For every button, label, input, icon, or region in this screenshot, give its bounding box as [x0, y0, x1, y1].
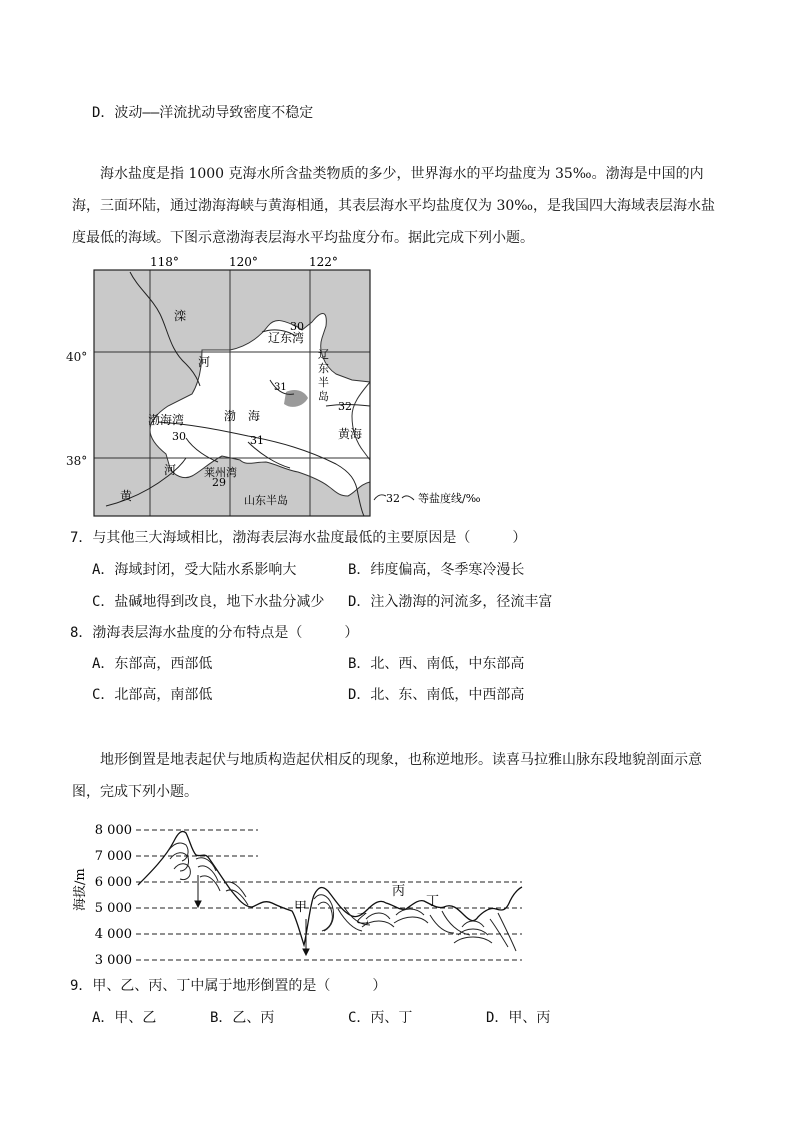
iso-29: 29 — [212, 476, 226, 489]
label-liaodong-bandao-2: 东 — [318, 362, 329, 375]
label-liaodong-bandao-3: 半 — [318, 376, 329, 389]
lon-label-118: 118° — [150, 255, 179, 269]
iso-31a: 31 — [274, 382, 287, 393]
label-bing: 丙 — [392, 884, 406, 899]
q9-stem: 9．甲、乙、丙、丁中属于地形倒置的是（ ） — [70, 978, 387, 994]
label-bohaiwan: 渤海湾 — [148, 413, 185, 427]
iso-31b: 31 — [250, 434, 264, 447]
label-he-2: 河 — [164, 463, 177, 477]
bohai-salinity-map — [90, 254, 500, 520]
label-liaodong-bandao-4: 岛 — [318, 390, 329, 403]
y-tick-3000: 3 000 — [94, 953, 132, 967]
q8-option-d[interactable]: D．北、东、南低，中西部高 — [348, 687, 525, 703]
iso-30a: 30 — [290, 320, 304, 333]
himalaya-profile-diagram — [70, 815, 530, 967]
inverted-relief-intro-paragraph: 地形倒置是地表起伏与地质构造起伏相反的现象，也称逆地形。读喜马拉雅山脉东段地貌剖面示意图，完成下列小题。 — [72, 752, 702, 800]
label-liaodongwan: 辽东湾 — [268, 331, 305, 345]
label-huanghai: 黄海 — [338, 427, 363, 441]
iso-30b: 30 — [172, 430, 186, 443]
legend-label: 等盐度线/‰ — [418, 492, 481, 505]
lat-label-40-text: 40° — [66, 350, 88, 364]
q7-option-c[interactable]: C．盐碱地得到改良，地下水盐分减少 — [92, 594, 325, 610]
iso-32a: 32 — [338, 400, 352, 413]
y-tick-7000: 7 000 — [94, 849, 132, 864]
label-luan: 滦 — [174, 309, 187, 323]
q8-option-c[interactable]: C．北部高，南部低 — [92, 687, 213, 703]
label-yi: 乙 — [356, 912, 370, 927]
q8-option-a[interactable]: A．东部高，西部低 — [92, 656, 213, 672]
q8-option-b[interactable]: B．北、西、南低，中东部高 — [348, 656, 525, 672]
q7-option-a[interactable]: A．海域封闭，受大陆水系影响大 — [92, 562, 297, 578]
label-huang: 黄 — [120, 489, 133, 503]
y-tick-4000: 4 000 — [94, 927, 132, 942]
lat-label-38-text: 38° — [66, 454, 88, 468]
label-bohai: 渤 海 — [224, 409, 261, 423]
q9-option-b[interactable]: B．乙、丙 — [210, 1010, 275, 1026]
y-tick-5000: 5 000 — [94, 901, 132, 916]
label-laizhouwan: 莱州湾 — [204, 466, 237, 479]
label-shandong: 山东半岛 — [244, 494, 288, 507]
label-he-1: 河 — [198, 355, 211, 369]
q9-option-c[interactable]: C．丙、丁 — [348, 1010, 413, 1026]
y-tick-8000: 8 000 — [94, 823, 132, 838]
q7-option-b[interactable]: B．纬度偏高，冬季寒冷漫长 — [348, 562, 525, 578]
q9-option-a[interactable]: A．甲、乙 — [92, 1010, 157, 1026]
lon-label-120: 120° — [229, 255, 258, 269]
label-ding: 丁 — [426, 894, 440, 909]
q8-stem: 8．渤海表层海水盐度的分布特点是（ ） — [70, 625, 359, 641]
lat-label-40 — [90, 347, 91, 361]
previous-option-d: D．波动——洋流扰动导致密度不稳定 — [92, 105, 314, 121]
salinity-intro-paragraph: 海水盐度是指 1000 克海水所含盐类物质的多少，世界海水的平均盐度为 35‰。渤海是中国的内海，三面环陆，通过渤海海峡与黄海相通，其表层海水平均盐度仅为 30‰，是我国四大海域表层海水盐度最低的海域。下图示意渤海表层海水平均盐度分布。据此完成下列小题。 — [72, 166, 716, 246]
q9-option-d[interactable]: D．甲、丙 — [486, 1010, 551, 1026]
q7-option-d[interactable]: D．注入渤海的河流多，径流丰富 — [348, 594, 553, 610]
legend-value: 32 — [386, 492, 400, 505]
lon-label-122: 122° — [309, 255, 338, 269]
y-axis-title: 海拔/m — [73, 868, 88, 911]
y-tick-6000: 6 000 — [94, 875, 132, 890]
label-jia: 甲 — [294, 900, 308, 915]
label-liaodong-bandao-1: 辽 — [318, 348, 329, 361]
q7-stem: 7．与其他三大海域相比，渤海表层海水盐度最低的主要原因是（ ） — [70, 530, 527, 546]
